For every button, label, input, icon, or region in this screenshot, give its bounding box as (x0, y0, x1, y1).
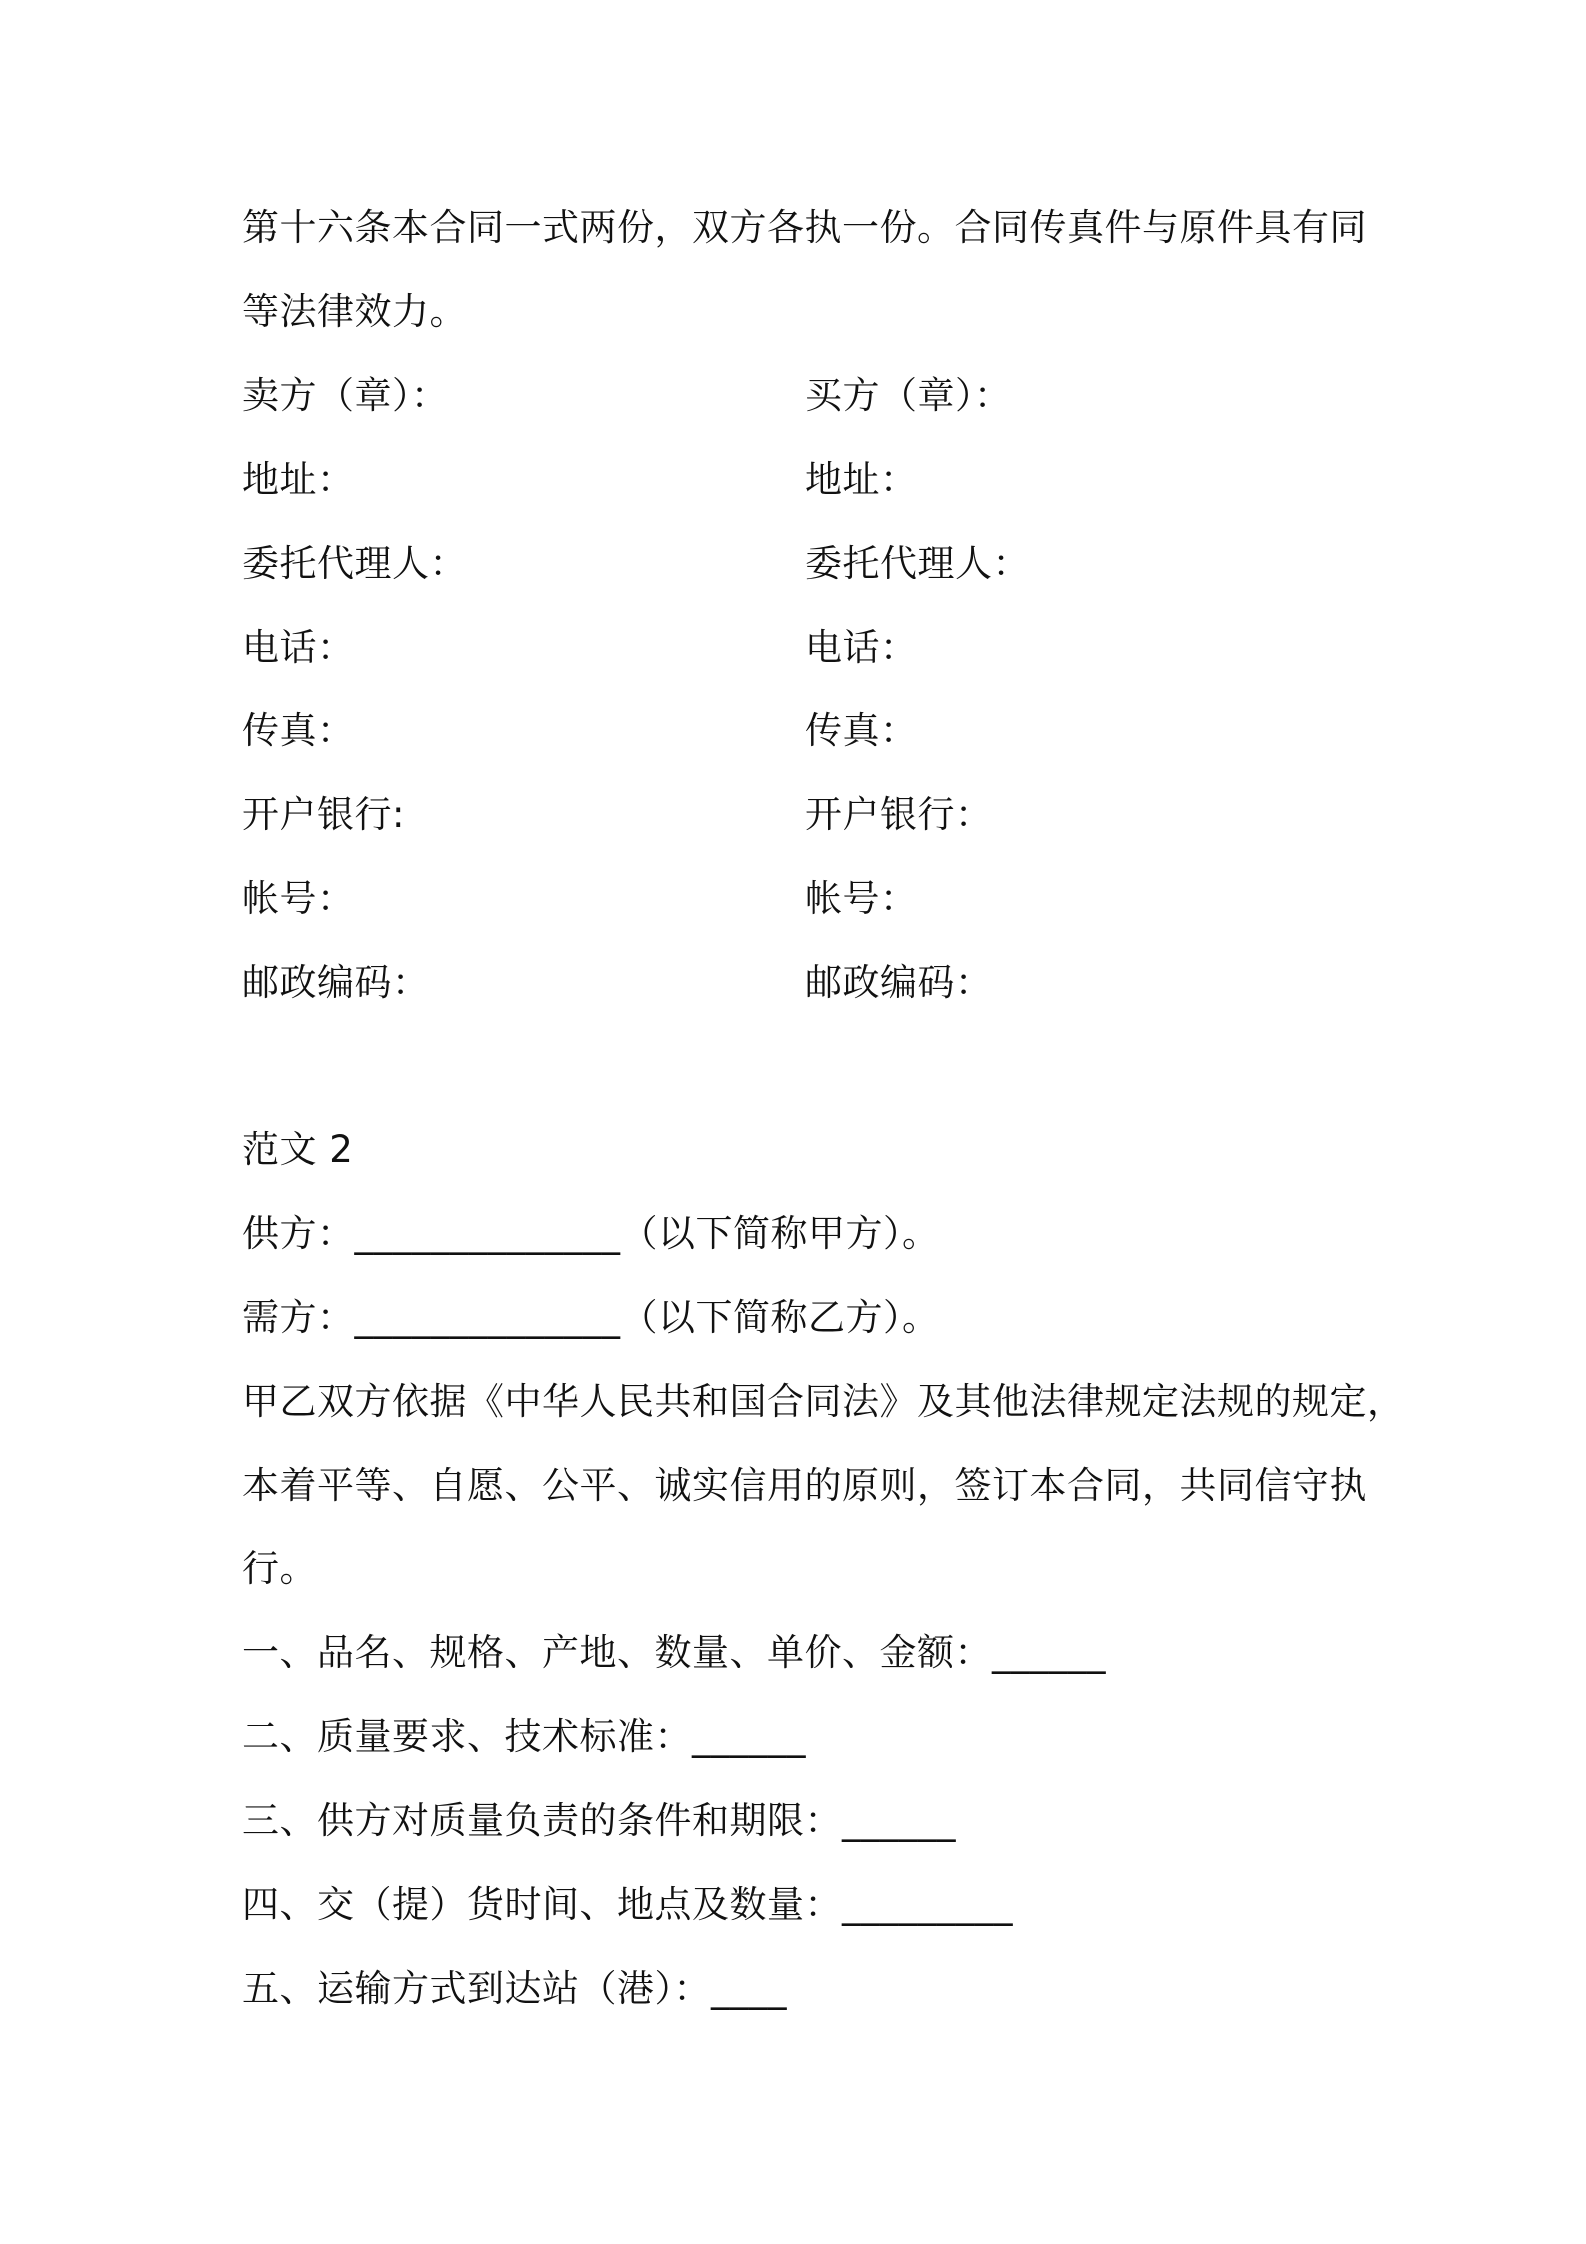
clause16-line2: 等法律效力。 (242, 290, 467, 333)
buyer-stamp-label: 买方（章）： (805, 374, 1012, 417)
buyer-phone-label: 电话： (805, 626, 918, 669)
item-line: 二、质量要求、技术标准：______ (242, 1715, 806, 1758)
demander-line: 需方：______________（以下简称乙方）。 (242, 1296, 940, 1339)
seller-stamp-label: 卖方（章）： (242, 374, 449, 417)
item-line: 五、运输方式到达站（港）：____ (242, 1967, 787, 2010)
buyer-agent-label: 委托代理人： (805, 542, 1030, 585)
supplier-line: 供方：______________（以下简称甲方）。 (242, 1212, 940, 1255)
buyer-bank-label: 开户银行： (805, 793, 993, 836)
seller-agent-label: 委托代理人： (242, 542, 467, 585)
clause16-line1: 第十六条本合同一式两份，双方各执一份。合同传真件与原件具有同 (242, 206, 1367, 249)
seller-account-label: 帐号： (242, 877, 355, 920)
seller-bank-label: 开户银行: (242, 793, 405, 836)
item-line: 三、供方对质量负责的条件和期限：______ (242, 1799, 956, 1842)
sample2-heading: 范文 2 (242, 1128, 354, 1171)
seller-phone-label: 电话： (242, 626, 355, 669)
intro-line1: 甲乙双方依据《中华人民共和国合同法》及其他法律规定法规的规定， (242, 1380, 1405, 1423)
seller-fax-label: 传真： (242, 709, 355, 752)
buyer-fax-label: 传真： (805, 709, 918, 752)
seller-address-label: 地址： (242, 458, 355, 501)
intro-line2: 本着平等、自愿、公平、诚实信用的原则，签订本合同，共同信守执 (242, 1464, 1367, 1507)
seller-postcode-label: 邮政编码： (242, 961, 430, 1004)
intro-line3: 行。 (242, 1547, 317, 1590)
item-line: 一、品名、规格、产地、数量、单价、金额：______ (242, 1631, 1106, 1674)
buyer-postcode-label: 邮政编码： (805, 961, 993, 1004)
buyer-account-label: 帐号： (805, 877, 918, 920)
item-line: 四、交（提）货时间、地点及数量：_________ (242, 1883, 1013, 1926)
buyer-address-label: 地址： (805, 458, 918, 501)
